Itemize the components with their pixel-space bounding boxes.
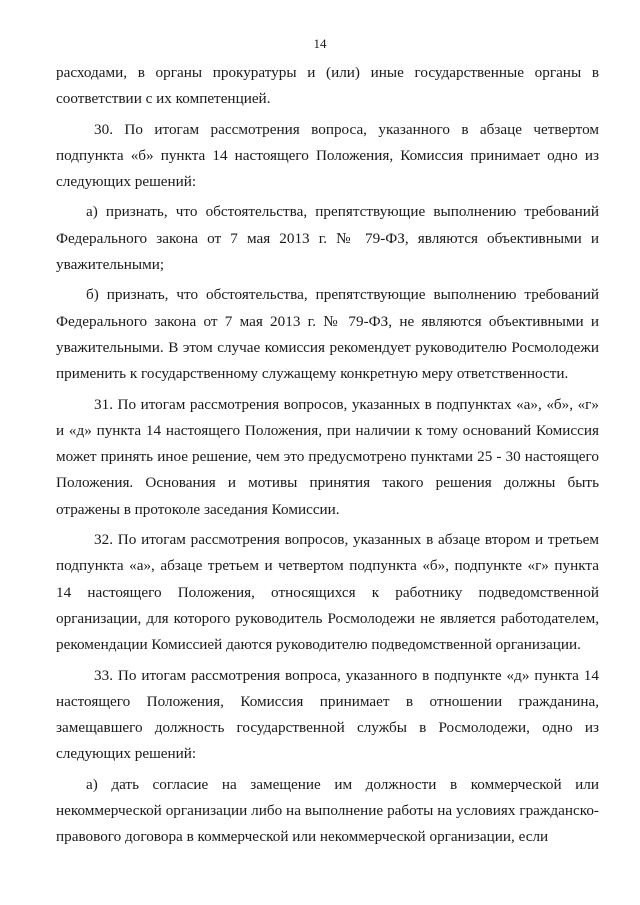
paragraph-item-32: 32. По итогам рассмотрения вопросов, указанных в абзаце втором и третьем подпункта «а», абзаце третьем и четвертом подпункта «б», подпункте «г» пункта 14 настоящего Положения, относящихся к работнику подведомственной организации, для которого руководитель Росмолодежи не является работодателем, рекомендации Комиссией даются руководителю подведомственной организации. (56, 531, 599, 654)
page-number: 14 (313, 36, 327, 51)
paragraph-item-30: 30. По итогам рассмотрения вопроса, указанного в абзаце четвертом подпункта «б» пункта 14 настоящего Положения, Комиссия принимает одно из следующих решений: (56, 120, 599, 191)
paragraph-item-33: 33. По итогам рассмотрения вопроса, указанного в подпункте «д» пункта 14 настоящего Положения, Комиссия принимает в отношении гражданина, замещавшего должность государственной службы в Росмолодежи, одно из следующих решений: (56, 666, 599, 763)
paragraph-item-33-a: а) дать согласие на замещение им должности в коммерческой или некоммерческой организации либо на выполнение работы на условиях гражданско-правового договора в коммерческой или некоммерческой организации, если (56, 775, 599, 846)
paragraph-continuation: расходами, в органы прокуратуры и (или) иные государственные органы в соответствии с их компетенцией. (56, 64, 599, 108)
paragraph-item-30-b: б) признать, что обстоятельства, препятствующие выполнению требований Федерального закона от 7 мая 2013 г. № 79-ФЗ, не являются объективными и уважительными. В этом случае комиссия рекомендует руководителю Росмолодежи применить к государственному служащему конкретную меру ответственности. (56, 286, 599, 383)
document-body (56, 60, 599, 851)
paragraph-item-31: 31. По итогам рассмотрения вопросов, указанных в подпунктах «а», «б», «г» и «д» пункта 14 настоящего Положения, при наличии к тому оснований Комиссия может принять иное решение, чем это предусмотрено пунктами 25 - 30 настоящего Положения. Основания и мотивы принятия такого решения должны быть отражены в протоколе заседания Комиссии. (56, 395, 599, 518)
paragraph-item-30-a: а) признать, что обстоятельства, препятствующие выполнению требований Федерального закона от 7 мая 2013 г. № 79-ФЗ, являются объективными и уважительными; (56, 203, 599, 274)
